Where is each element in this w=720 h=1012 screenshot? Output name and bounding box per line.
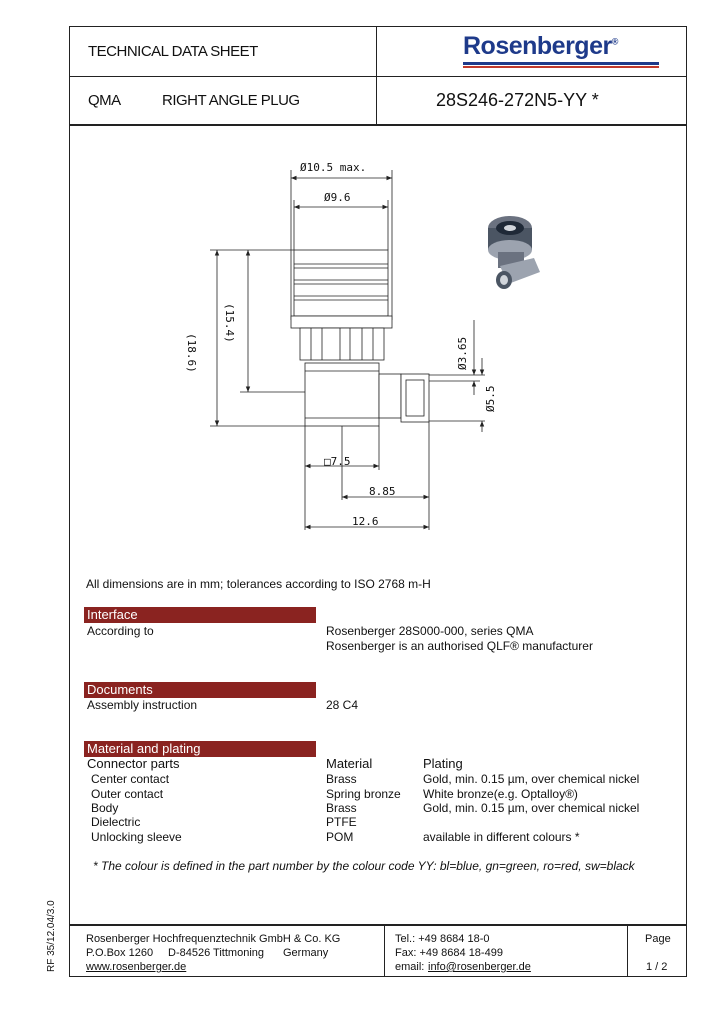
footer-divider-2 — [627, 925, 628, 977]
dim-total-height: (18.6) — [185, 333, 198, 373]
material-row-material: Spring bronze — [326, 787, 401, 801]
footer-pobox: P.O.Box 1260 — [86, 947, 154, 959]
material-row-part: Unlocking sleeve — [91, 830, 182, 844]
doc-title: TECHNICAL DATA SHEET — [88, 43, 258, 60]
documents-label: Assembly instruction — [87, 698, 198, 712]
footer-tel: Tel.: +49 8684 18-0 — [395, 933, 490, 945]
interface-label: According to — [87, 624, 154, 638]
material-row-plating: Gold, min. 0.15 µm, over chemical nickel — [423, 772, 640, 786]
material-row-part: Body — [91, 801, 119, 815]
footer-email-label: email: — [395, 961, 425, 973]
footer-country: Germany — [283, 947, 329, 959]
document-code: RF 35/12.04/3.0 — [46, 900, 57, 972]
documents-value: 28 C4 — [326, 698, 359, 712]
footer-divider-1 — [384, 925, 385, 977]
dimensions-note: All dimensions are in mm; tolerances according to ISO 2768 m-H — [86, 577, 431, 591]
material-col-plating: Plating — [423, 756, 463, 771]
footer-company: Rosenberger Hochfrequenztechnik GmbH & Co. KG — [86, 933, 341, 945]
material-row-material: POM — [326, 830, 354, 844]
interface-value-1: Rosenberger 28S000-000, series QMA — [326, 624, 534, 638]
footer-city: D-84526 Tittmoning — [168, 947, 264, 959]
section-interface: Interface — [84, 607, 316, 623]
connector-3d-image — [488, 216, 540, 289]
dim-upper-height: (15.4) — [223, 303, 236, 343]
material-row-part: Dielectric — [91, 815, 141, 829]
dim-pin-diameter: Ø3.65 — [456, 336, 469, 370]
colour-footnote: * The colour is defined in the part number by the colour code YY: bl=blue, gn=green, ro=red, sw=black — [93, 859, 635, 873]
material-row-material: Brass — [326, 801, 357, 815]
series-name: QMA — [88, 92, 121, 109]
footer-fax: Fax: +49 8684 18-499 — [395, 947, 503, 959]
material-row-material: Brass — [326, 772, 357, 786]
material-row-plating: Gold, min. 0.15 µm, over chemical nickel — [423, 801, 640, 815]
footer-email-link[interactable]: info@rosenberger.de — [428, 961, 531, 973]
dim-square: □7.5 — [324, 455, 351, 468]
dim-length-short: 8.85 — [369, 485, 396, 498]
material-col-parts: Connector parts — [87, 756, 180, 771]
footer-page-label: Page — [645, 933, 671, 945]
footer-website-link[interactable]: www.rosenberger.de — [86, 961, 187, 973]
dim-outer-diameter: Ø10.5 max. — [300, 161, 367, 174]
brand-name: Rosenberger — [463, 32, 612, 60]
dim-tail-diameter: Ø5.5 — [484, 385, 497, 412]
material-row-part: Outer contact — [91, 787, 164, 801]
dim-body-diameter: Ø9.6 — [324, 191, 351, 204]
material-row-plating: available in different colours * — [423, 830, 580, 844]
material-row-plating: White bronze(e.g. Optalloy®) — [423, 787, 578, 801]
part-number: 28S246-272N5-YY * — [436, 90, 599, 110]
section-material: Material and plating — [84, 741, 316, 757]
registered-mark: ® — [611, 36, 618, 47]
material-col-material: Material — [326, 756, 373, 771]
material-row-part: Center contact — [91, 772, 170, 786]
material-row-material: PTFE — [326, 815, 357, 829]
dim-length-long: 12.6 — [352, 515, 379, 528]
section-documents: Documents — [84, 682, 316, 698]
interface-value-2: Rosenberger is an authorised QLF® manufacturer — [326, 639, 593, 653]
footer-page-value: 1 / 2 — [646, 961, 668, 973]
product-description: RIGHT ANGLE PLUG — [162, 92, 300, 109]
